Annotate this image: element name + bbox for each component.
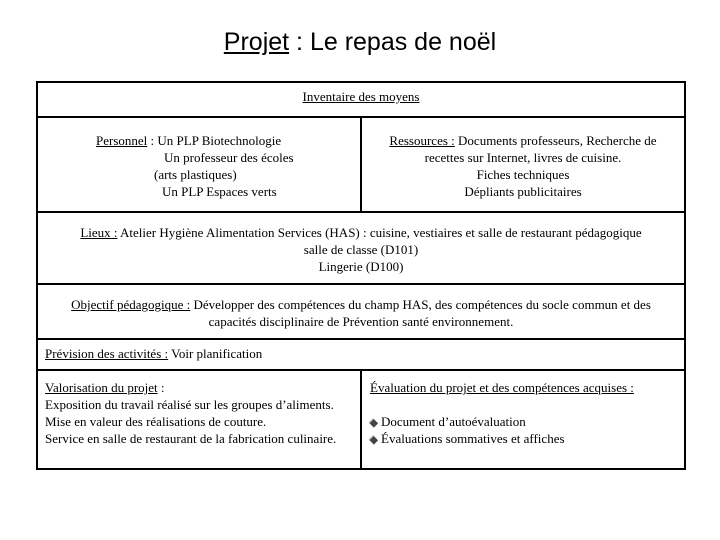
personnel-text-1: : Un PLP Biotechnologie	[147, 133, 282, 148]
objectif-text-1: Développer des compétences du champ HAS, des compétences du socle commun et des	[190, 297, 651, 312]
prevision-text	[45, 345, 262, 362]
objectif-line-2: capacités disciplinaire de Prévention santé environnement.	[208, 314, 514, 329]
ressources-cell	[360, 116, 686, 213]
ressources-line-2: recettes sur Internet, livres de cuisine.	[424, 150, 622, 165]
valorisation-colon: :	[157, 380, 165, 395]
evaluation-item-2	[370, 430, 565, 447]
evaluation-item-text-2: Évaluations sommatives et affiches	[381, 431, 565, 446]
lieux-line-3: Lingerie (D100)	[318, 259, 404, 274]
lieux-text-1: Atelier Hygiène Alimentation Services (HAS) : cuisine, vestiaires et salle de restaurant pédagogique	[117, 225, 642, 240]
objectif-text	[38, 296, 684, 330]
ressources-line-4: Dépliants publicitaires	[464, 184, 582, 199]
bullet-icon	[369, 435, 378, 444]
prevision-section	[36, 338, 686, 371]
inventaire-section	[36, 81, 686, 118]
objectif-section	[36, 283, 686, 340]
evaluation-label: Évaluation du projet et des compétences acquises :	[370, 380, 634, 395]
lieux-label: Lieux :	[80, 225, 118, 240]
inventaire-heading: Inventaire des moyens	[302, 89, 420, 104]
valorisation-line-1: Exposition du travail réalisé sur les groupes d’aliments.	[45, 397, 334, 412]
valorisation-cell	[36, 369, 362, 470]
evaluation-cell	[360, 369, 686, 470]
title-project-word: Projet	[223, 28, 290, 56]
prevision-label: Prévision des activités :	[45, 346, 169, 361]
personnel-line-2: Un professeur des écoles	[164, 150, 294, 165]
valorisation-heading	[45, 379, 336, 396]
personnel-cell	[36, 116, 362, 213]
valorisation-line-3: Service en salle de restaurant de la fabrication culinaire.	[45, 431, 337, 446]
personnel-line-4: Un PLP Espaces verts	[162, 184, 277, 199]
valorisation-text	[45, 379, 336, 447]
page-title	[0, 28, 720, 57]
valorisation-line-2: Mise en valeur des réalisations de couture.	[45, 414, 267, 429]
lieux-line-1	[38, 224, 684, 241]
evaluation-item-1	[370, 413, 526, 430]
lieux-text	[38, 224, 684, 275]
valorisation-label: Valorisation du projet	[45, 380, 158, 395]
personnel-label: Personnel	[96, 133, 148, 148]
objectif-line-1	[38, 296, 684, 313]
personnel-line-3: (arts plastiques)	[154, 167, 237, 182]
lieux-section	[36, 211, 686, 285]
title-rest: : Le repas de noël	[289, 28, 497, 56]
ressources-line-1	[362, 132, 684, 149]
objectif-label: Objectif pédagogique :	[71, 297, 191, 312]
evaluation-item-text-1: Document d’autoévaluation	[381, 414, 526, 429]
personnel-line-1	[96, 132, 281, 149]
prevision-value: Voir planification	[168, 346, 263, 361]
ressources-text	[362, 132, 684, 200]
bullet-icon	[369, 418, 378, 427]
ressources-text-1: Documents professeurs, Recherche de	[454, 133, 657, 148]
lieux-line-2: salle de classe (D101)	[303, 242, 419, 257]
ressources-label: Ressources :	[389, 133, 455, 148]
ressources-line-3: Fiches techniques	[476, 167, 570, 182]
